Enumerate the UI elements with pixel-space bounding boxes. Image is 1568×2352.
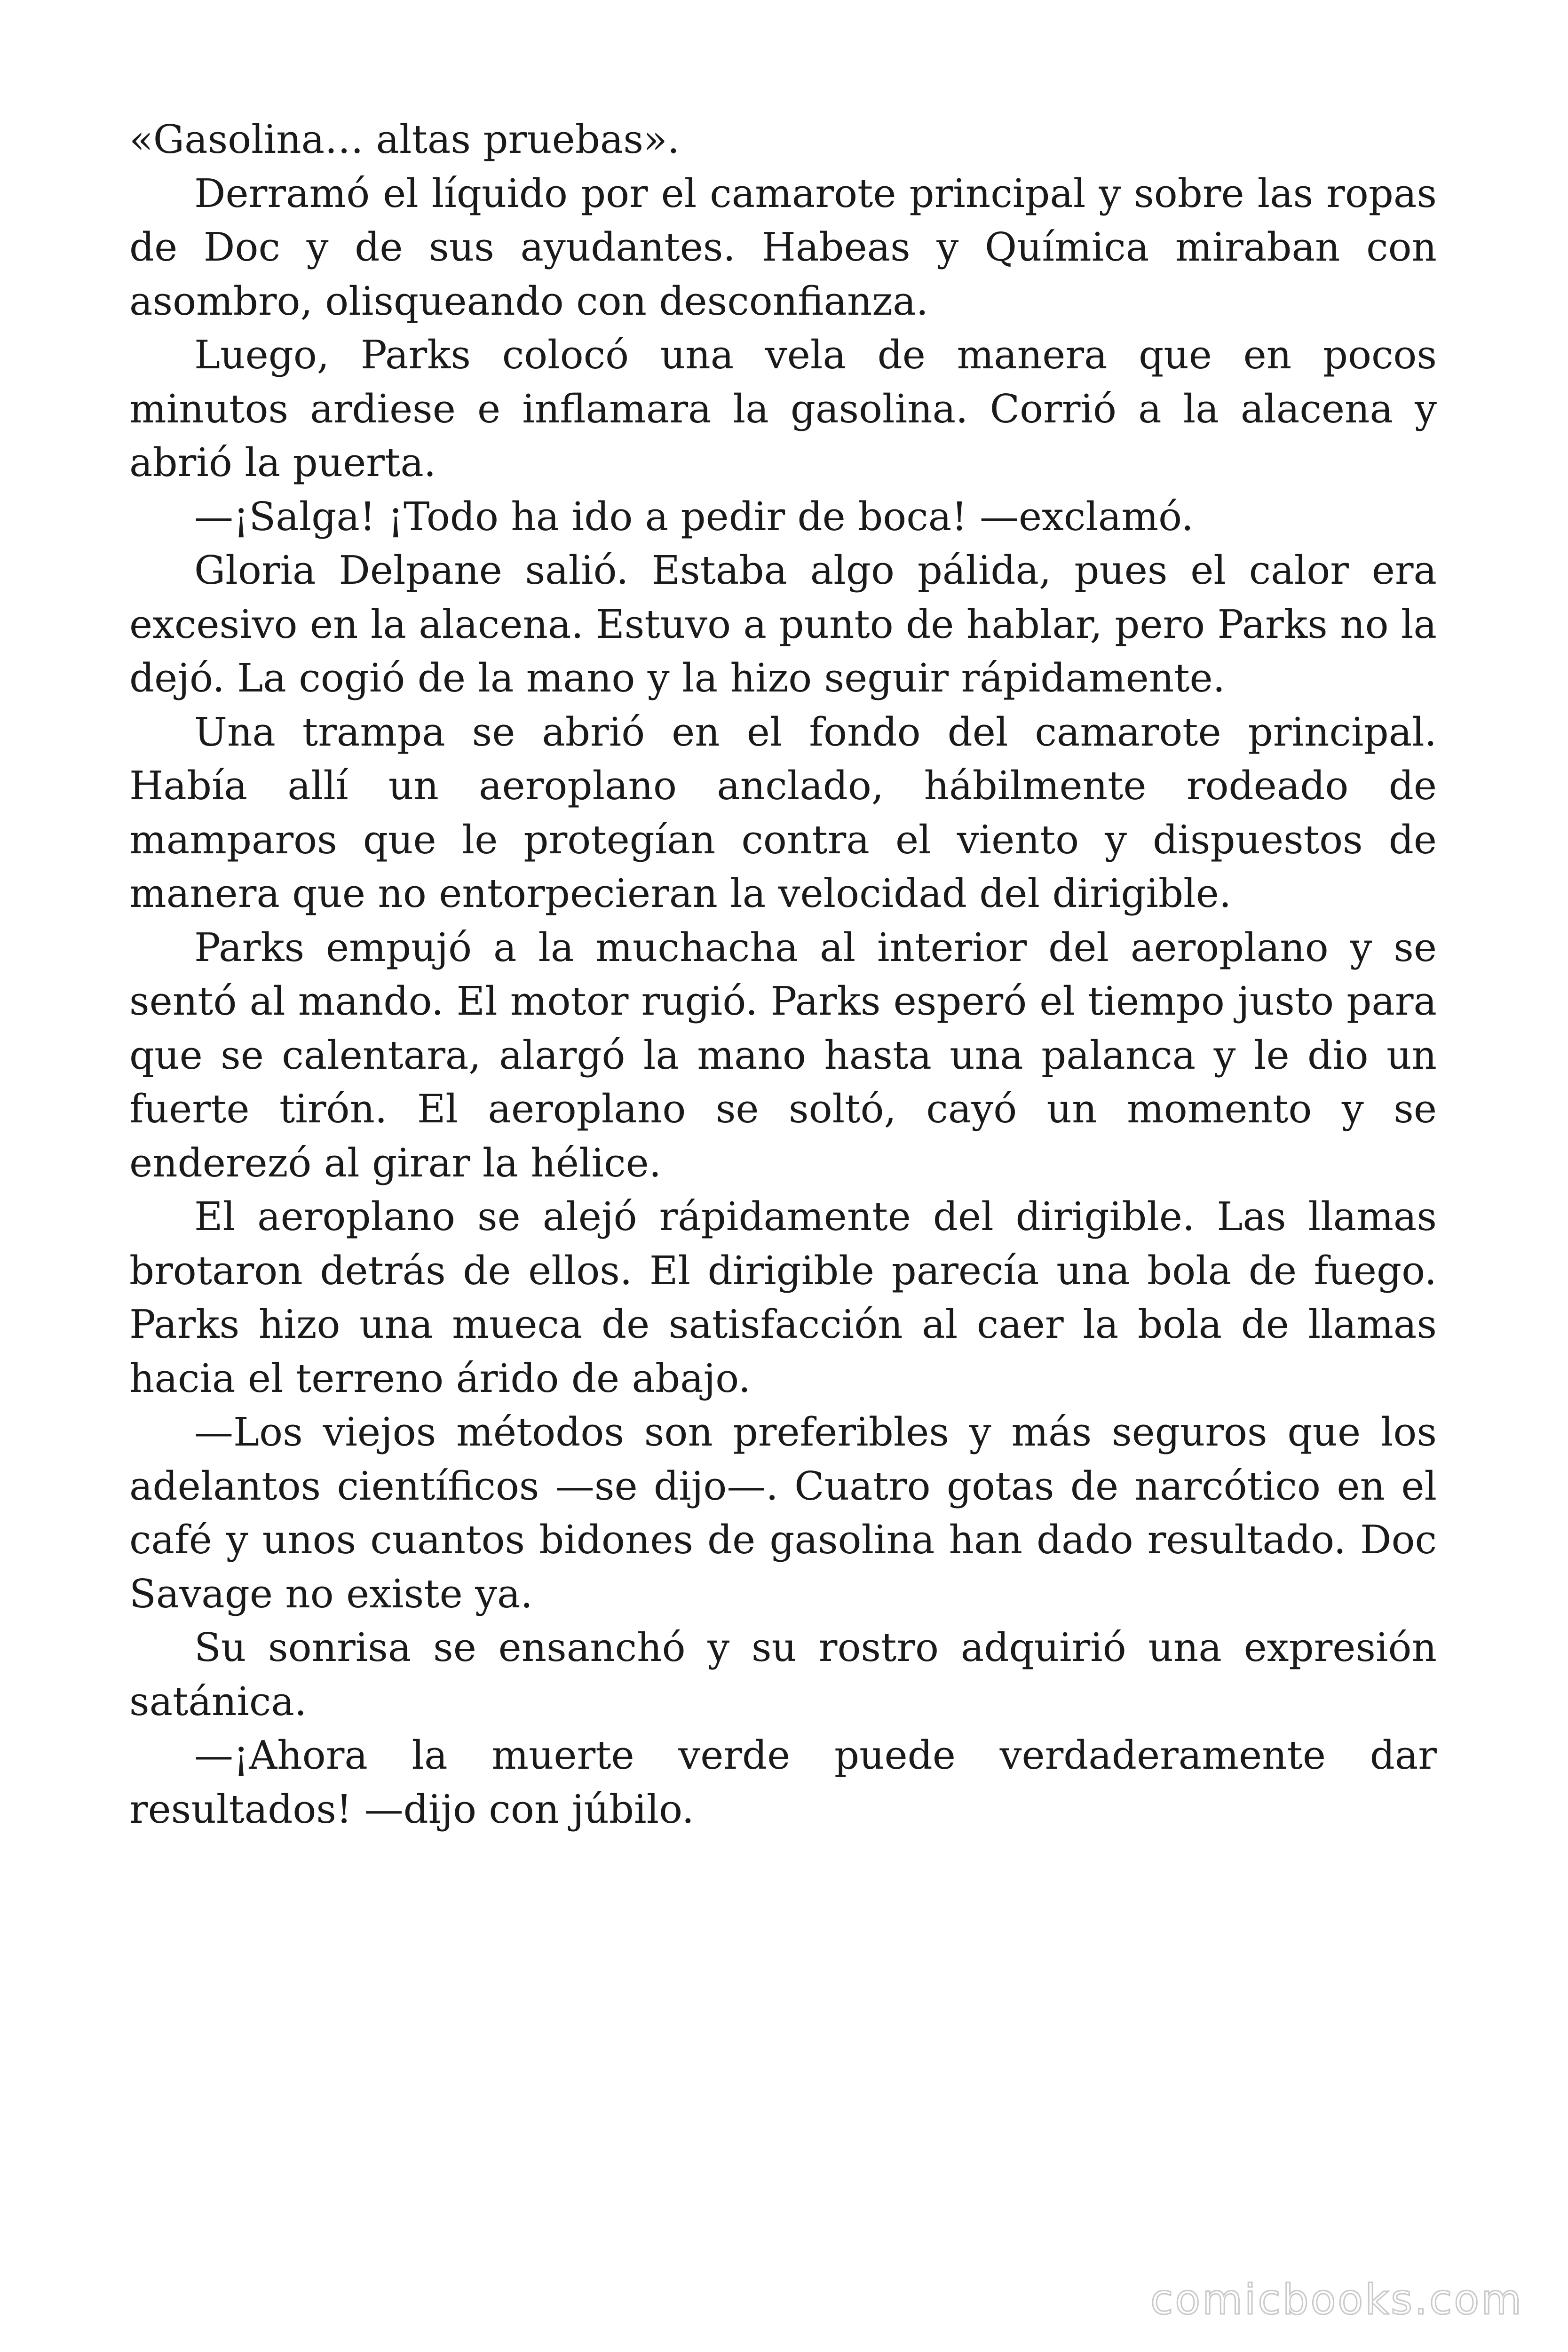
paragraph-3: Luego, Parks colocó una vela de manera que en pocos minutos ardiese e inflamara la gasolina. Corrió a la alacena y abrió la puerta. bbox=[129, 332, 1437, 485]
watermark-logo: comicbooks.com bbox=[1150, 2275, 1523, 2324]
paragraph-11: —¡Ahora la muerte verde puede verdaderamente dar resultados! —dijo con júbilo. bbox=[129, 1732, 1437, 1832]
paragraph-2: Derramó el líquido por el camarote principal y sobre las ropas de Doc y de sus ayudantes. Habeas y Química miraban con asombro, olisqueando con desconfianza. bbox=[129, 170, 1437, 324]
paragraph-1: «Gasolina… altas pruebas». bbox=[129, 117, 680, 162]
paragraph-10: Su sonrisa se ensanchó y su rostro adquirió una expresión satánica. bbox=[129, 1625, 1437, 1724]
paragraph-5: Gloria Delpane salió. Estaba algo pálida, pues el calor era excesivo en la alacena. Estuvo a punto de hablar, pero Parks no la dejó. La cogió de la mano y la hizo seguir rápidamente. bbox=[129, 548, 1437, 701]
page-text-block bbox=[129, 113, 1437, 1836]
paragraph-9: —Los viejos métodos son preferibles y más seguros que los adelantos científicos —se dijo—. Cuatro gotas de narcótico en el café y unos cuantos bidones de gasolina han dado resultado. Doc Savage no existe ya. bbox=[129, 1409, 1437, 1617]
paragraph-6: Una trampa se abrió en el fondo del camarote principal. Había allí un aeroplano anclado, hábilmente rodeado de mamparos que le protegían contra el viento y dispuestos de manera que no entorpecieran la velocidad del dirigible. bbox=[129, 709, 1437, 916]
paragraph-8: El aeroplano se alejó rápidamente del dirigible. Las llamas brotaron detrás de ellos. El dirigible parecía una bola de fuego. Parks hizo una mueca de satisfacción al caer la bola de llamas hacia el terreno árido de abajo. bbox=[129, 1194, 1437, 1401]
paragraph-4: —¡Salga! ¡Todo ha ido a pedir de boca! —exclamó. bbox=[194, 493, 1194, 540]
paragraph-7: Parks empujó a la muchacha al interior del aeroplano y se sentó al mando. El motor rugió. Parks esperó el tiempo justo para que se calentara, alargó la mano hasta una palanca y le dio un fuerte tirón. El aeroplano se soltó, cayó un momento y se enderezó al girar la hélice. bbox=[129, 924, 1437, 1186]
